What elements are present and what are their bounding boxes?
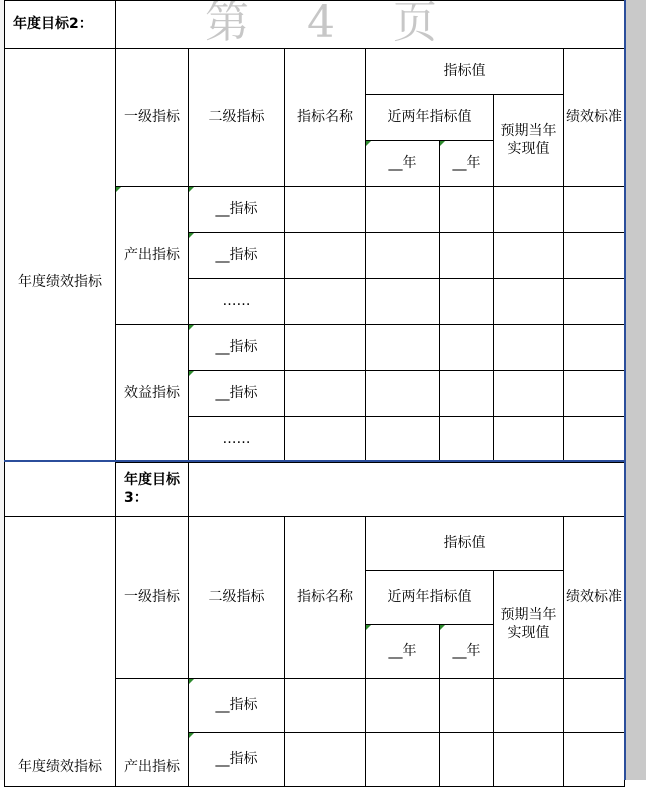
output-item[interactable]: __指标	[189, 679, 285, 733]
performance-standard-header: 绩效标准	[564, 517, 625, 679]
outside-print-area	[626, 0, 646, 780]
empty-cell[interactable]	[564, 733, 625, 787]
level1-indicator-header: 一级指标	[116, 517, 189, 679]
empty-cell[interactable]	[564, 279, 625, 325]
level2-indicator-header: 二级指标	[189, 49, 285, 187]
empty-cell[interactable]	[285, 233, 366, 279]
indicator-value-header: 指标值	[366, 517, 564, 571]
empty-cell[interactable]	[564, 679, 625, 733]
empty-cell[interactable]	[494, 233, 564, 279]
expected-current-year-header: 预期当年实现值	[494, 95, 564, 187]
empty-cell[interactable]	[440, 233, 494, 279]
empty-cell[interactable]	[564, 187, 625, 233]
expected-current-year-header: 预期当年实现值	[494, 571, 564, 679]
output-indicator-label: 产出指标	[116, 187, 189, 325]
empty-cell[interactable]	[366, 417, 440, 463]
empty-cell[interactable]	[440, 679, 494, 733]
goal-2-content-cell[interactable]	[116, 1, 625, 49]
empty-cell[interactable]	[494, 733, 564, 787]
empty-cell[interactable]	[366, 187, 440, 233]
output-item[interactable]: __指标	[189, 187, 285, 233]
empty-cell[interactable]	[440, 417, 494, 463]
empty-cell[interactable]	[285, 417, 366, 463]
recent-two-years-header: 近两年指标值	[366, 571, 494, 625]
benefit-item[interactable]: ……	[189, 417, 285, 463]
empty-cell[interactable]	[564, 417, 625, 463]
empty-cell[interactable]	[494, 417, 564, 463]
level1-indicator-header: 一级指标	[116, 49, 189, 187]
empty-cell[interactable]	[366, 371, 440, 417]
spreadsheet-grid	[4, 0, 625, 787]
indicator-name-header: 指标名称	[285, 517, 366, 679]
empty-cell[interactable]	[564, 371, 625, 417]
year-b-header[interactable]: __年	[440, 625, 494, 679]
benefit-item[interactable]: __指标	[189, 371, 285, 417]
year-b-header[interactable]: __年	[440, 141, 494, 187]
empty-cell[interactable]	[440, 733, 494, 787]
empty-cell[interactable]	[366, 733, 440, 787]
year-a-header[interactable]: __年	[366, 625, 440, 679]
output-indicator-label: 产出指标	[116, 679, 189, 787]
empty-cell[interactable]	[285, 371, 366, 417]
empty-cell[interactable]	[494, 187, 564, 233]
page-watermark: 第 4 页	[205, 0, 459, 48]
empty-cell[interactable]	[494, 279, 564, 325]
empty-cell[interactable]	[366, 279, 440, 325]
empty-cell[interactable]	[564, 325, 625, 371]
goal-2-label: 年度目标2：	[5, 1, 116, 49]
empty-cell[interactable]	[285, 733, 366, 787]
goal-3-label: 年度目标3：	[116, 463, 189, 517]
indicator-name-header: 指标名称	[285, 49, 366, 187]
annual-performance-indicator-label: 年度绩效指标	[5, 49, 116, 517]
benefit-indicator-label: 效益指标	[116, 325, 189, 463]
page-break-line-vertical	[624, 0, 626, 780]
empty-cell[interactable]	[440, 187, 494, 233]
empty-cell[interactable]	[440, 325, 494, 371]
output-item[interactable]: ……	[189, 279, 285, 325]
year-a-header[interactable]: __年	[366, 141, 440, 187]
empty-cell[interactable]	[285, 187, 366, 233]
empty-cell[interactable]	[564, 233, 625, 279]
empty-cell[interactable]	[440, 279, 494, 325]
empty-cell[interactable]	[366, 233, 440, 279]
recent-two-years-header: 近两年指标值	[366, 95, 494, 141]
empty-cell[interactable]	[366, 325, 440, 371]
performance-standard-header: 绩效标准	[564, 49, 625, 187]
empty-cell[interactable]	[494, 371, 564, 417]
page-break-line-horizontal	[4, 460, 626, 462]
level2-indicator-header: 二级指标	[189, 517, 285, 679]
empty-cell[interactable]	[494, 325, 564, 371]
empty-cell[interactable]	[285, 679, 366, 733]
empty-cell[interactable]	[366, 679, 440, 733]
empty-cell[interactable]	[440, 371, 494, 417]
output-item[interactable]: __指标	[189, 733, 285, 787]
indicator-value-header: 指标值	[366, 49, 564, 95]
annual-performance-indicator-label: 年度绩效指标	[5, 517, 116, 787]
performance-table	[4, 0, 625, 787]
empty-cell[interactable]	[285, 279, 366, 325]
empty-cell[interactable]	[285, 325, 366, 371]
goal-3-content-cell[interactable]	[189, 463, 625, 517]
benefit-item[interactable]: __指标	[189, 325, 285, 371]
empty-cell[interactable]	[494, 679, 564, 733]
output-item[interactable]: __指标	[189, 233, 285, 279]
